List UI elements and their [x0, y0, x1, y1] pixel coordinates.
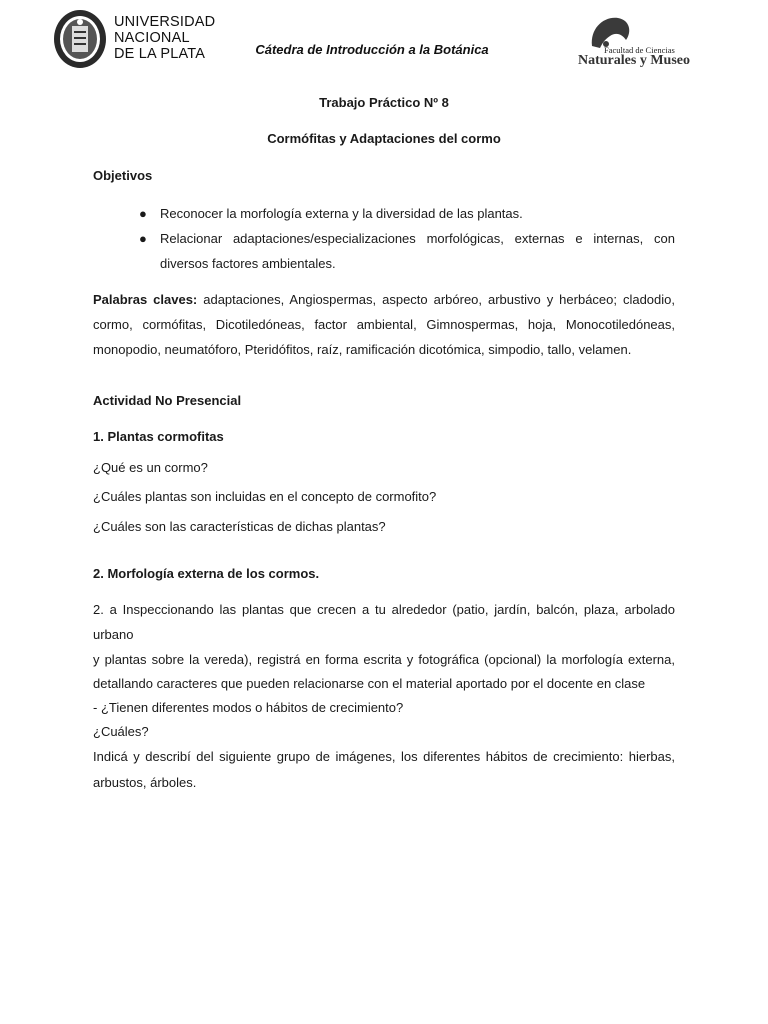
list-item: ● Reconocer la morfología externa y la diversidad de las plantas.: [160, 201, 675, 226]
catedra-title: Cátedra de Introducción a la Botánica: [255, 42, 489, 57]
section2-paragraph: 2. a Inspeccionando las plantas que crecen a tu alrededor (patio, jardín, balcón, plaza, arbolado urbano y plantas sobre la vereda), registrá en forma escrita y fotográfica (opcional) la morfología externa, detallando caracteres que pueden relacionarse con el material aportado por el docente en clase - ¿Tienen diferentes modos o hábitos de crecimiento? ¿Cuáles? Indicá y describí del siguiente grupo de imágenes, los diferentes hábitos de crecimiento: hierbas, arbustos, árboles.: [93, 602, 675, 790]
objetivos-heading: Objetivos: [93, 168, 153, 183]
bullet-icon: ●: [139, 231, 147, 246]
section2-heading: 2. Morfología externa de los cormos.: [93, 566, 320, 581]
unlp-seal-logo: [52, 8, 108, 70]
question-1: ¿Qué es un cormo?: [93, 460, 208, 475]
page-header: [0, 0, 768, 90]
list-item: ● Relacionar adaptaciones/especializaciones morfológicas, externas e internas, con diversos factores ambientales.: [160, 226, 675, 276]
section1-heading: 1. Plantas cormofitas: [93, 429, 224, 444]
bullet-icon: ●: [139, 206, 147, 221]
keywords-paragraph: Palabras claves: adaptaciones, Angiospermas, aspecto arbóreo, arbustivo y herbáceo; cladodio, cormo, cormófitas, Dicotiledóneas, factor ambiental, Gimnospermas, hoja, Monocotiledóneas, monopodio, neumatóforo, Pteridófitos, raíz, ramificación dicotómica, simpodio, tallo, velamen.: [93, 292, 675, 357]
question-3: ¿Cuáles son las características de dichas plantas?: [93, 519, 386, 534]
objetivos-list: [139, 201, 675, 276]
faculty-small-text: Facultad de Ciencias: [604, 45, 675, 55]
question-2: ¿Cuáles plantas son incluidas en el concepto de cormofito?: [93, 489, 437, 504]
tp-subtitle: Cormófitas y Adaptaciones del cormo: [267, 131, 501, 146]
tp-title: Trabajo Práctico Nº 8: [319, 95, 449, 110]
keywords-label: Palabras claves:: [93, 292, 198, 307]
actividad-heading: Actividad No Presencial: [93, 393, 242, 408]
university-name: UNIVERSIDAD NACIONAL DE LA PLATA: [114, 14, 216, 62]
faculty-name: Naturales y Museo: [578, 53, 690, 68]
